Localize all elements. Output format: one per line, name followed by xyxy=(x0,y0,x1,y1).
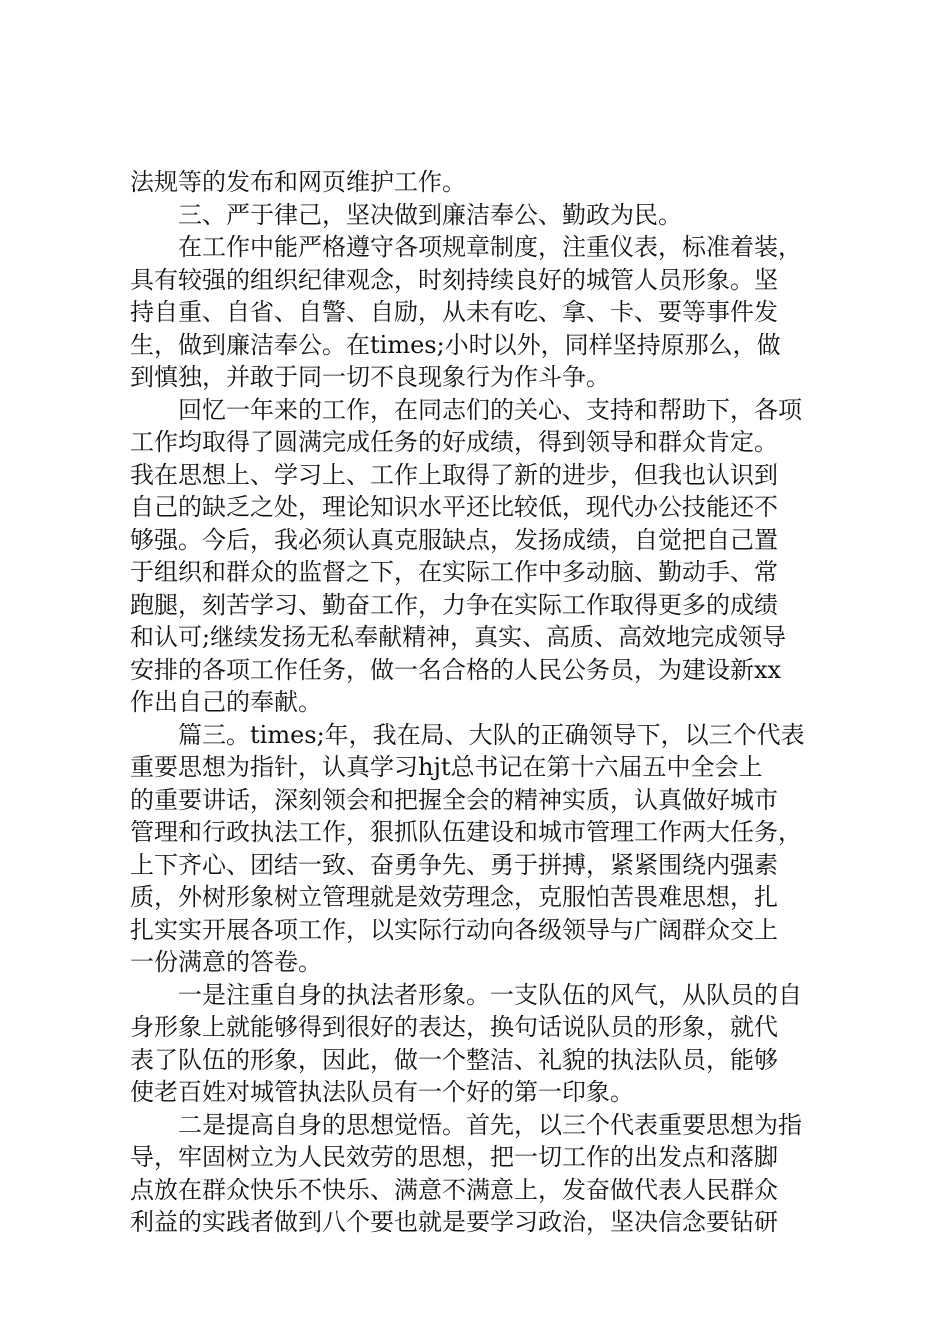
text-line: 回忆一年来的工作，在同志们的关心、支持和帮助下，各项 xyxy=(178,395,802,424)
text-line: 自己的缺乏之处，理论知识水平还比较低，现代办公技能还不 xyxy=(130,493,778,521)
text-line: 使老百姓对城管执法队员有一个好的第一印象。 xyxy=(130,1078,634,1106)
text-line: 法规等的发布和网页维护工作。 xyxy=(130,168,466,196)
text-line: 篇三。times;年，我在局、大队的正确领导下，以三个代表 xyxy=(178,720,805,749)
text-line: 一份满意的答卷。 xyxy=(130,948,322,976)
text-line: 和认可;继续发扬无私奉献精神，真实、高质、高效地完成领导 xyxy=(130,623,787,651)
text-line: 我在思想上、学习上、工作上取得了新的进步，但我也认识到 xyxy=(130,460,778,489)
text-line: 的重要讲话，深刻领会和把握全会的精神实质，认真做好城市 xyxy=(130,785,778,814)
text-line: 一是注重自身的执法者形象。一支队伍的风气，从队员的自 xyxy=(178,980,802,1009)
text-line: 跑腿，刻苦学习、勤奋工作，力争在实际工作取得更多的成绩 xyxy=(130,590,778,619)
text-line: 表了队伍的形象，因此，做一个整洁、礼貌的执法队员，能够 xyxy=(130,1045,778,1074)
text-line: 安排的各项工作任务，做一名合格的人民公务员，为建设新xx xyxy=(130,655,782,684)
text-line: 扎实实开展各项工作，以实际行动向各级领导与广阔群众交上 xyxy=(130,915,778,944)
text-line: 持自重、自省、自警、自励，从未有吃、拿、卡、要等事件发 xyxy=(130,298,778,326)
text-line: 作出自己的奉献。 xyxy=(130,688,322,716)
text-line: 身形象上就能够得到很好的表达，换句话说队员的形象，就代 xyxy=(130,1013,778,1041)
text-line: 生，做到廉洁奉公。在times;小时以外，同样坚持原那么，做 xyxy=(130,330,781,359)
text-line: 在工作中能严格遵守各项规章制度，注重仪表，标准着装， xyxy=(178,233,802,261)
text-line: 质，外树形象树立管理就是效劳理念，克服怕苦畏难思想，扎 xyxy=(130,883,778,911)
text-line: 点放在群众快乐不快乐、满意不满意上，发奋做代表人民群众 xyxy=(130,1175,778,1204)
text-line: 工作均取得了圆满完成任务的好成绩，得到领导和群众肯定。 xyxy=(130,428,778,456)
text-line: 于组织和群众的监督之下，在实际工作中多动脑、勤动手、常 xyxy=(130,558,778,586)
text-line: 重要思想为指针，认真学习hjt总书记在第十六届五中全会上 xyxy=(130,753,763,781)
body-text xyxy=(130,166,842,1239)
text-line: 二是提高自身的思想觉悟。首先，以三个代表重要思想为指 xyxy=(178,1110,802,1139)
section-heading: 三、严于律己，坚决做到廉洁奉公、勤政为民。 xyxy=(178,200,682,229)
text-line: 利益的实践者做到八个要也就是要学习政治，坚决信念要钻研 xyxy=(130,1208,778,1236)
text-line: 上下齐心、团结一致、奋勇争先、勇于拼搏，紧紧围绕内强素 xyxy=(130,850,778,879)
text-line: 够强。今后，我必须认真克服缺点，发扬成绩，自觉把自己置 xyxy=(130,525,778,554)
text-line: 管理和行政执法工作，狠抓队伍建设和城市管理工作两大任务， xyxy=(130,818,802,846)
text-line: 具有较强的组织纪律观念，时刻持续良好的城管人员形象。坚 xyxy=(130,265,778,294)
text-line: 到慎独，并敢于同一切不良现象行为作斗争。 xyxy=(130,363,610,391)
text-line: 导，牢固树立为人民效劳的思想，把一切工作的出发点和落脚 xyxy=(130,1143,778,1171)
